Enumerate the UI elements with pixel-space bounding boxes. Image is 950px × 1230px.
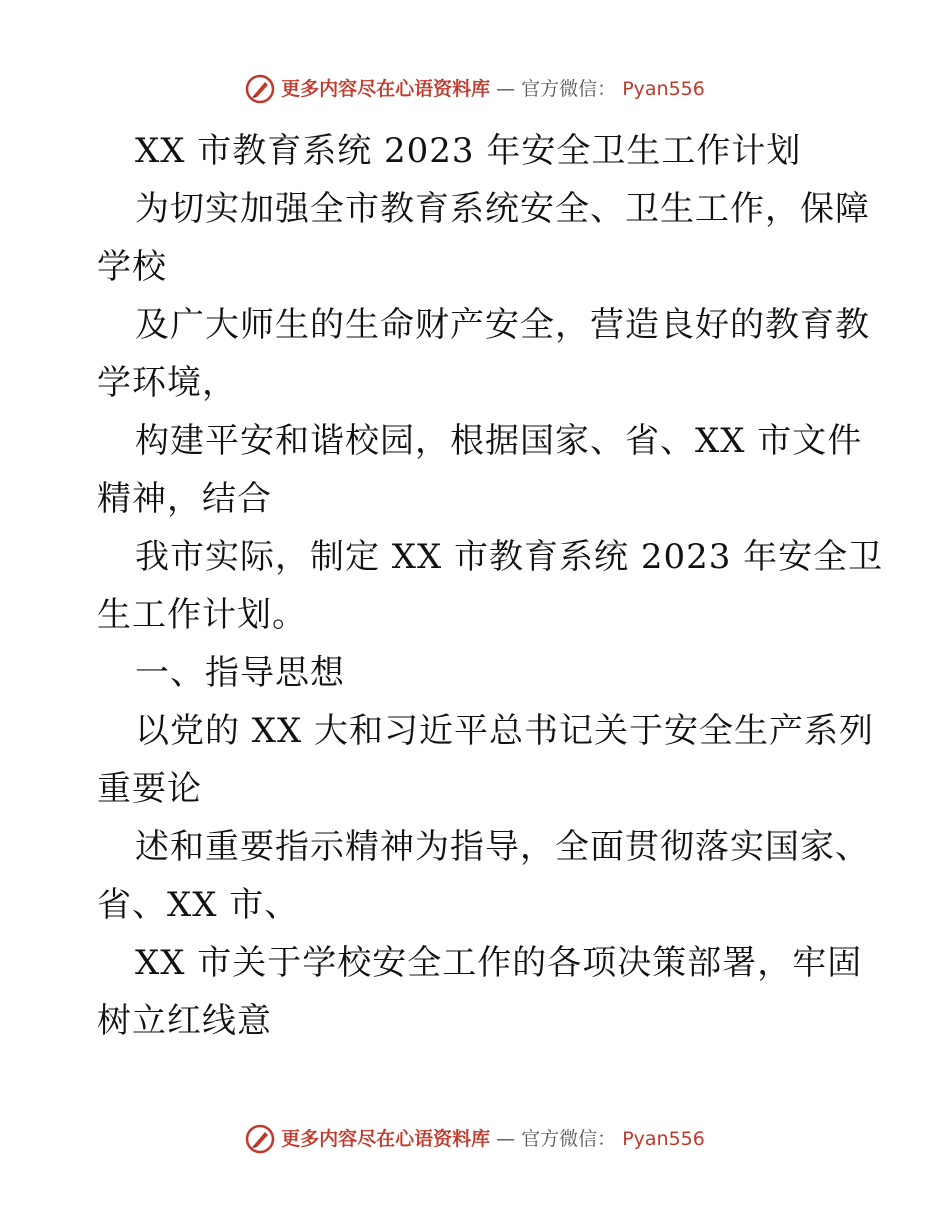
text-line: 重要论 [97, 769, 202, 809]
watermark-sub-text: 官方微信： [521, 78, 617, 100]
text-line: 一、指导思想 [135, 653, 345, 693]
header-watermark [0, 74, 950, 104]
text-line: 省、XX 市、 [97, 885, 300, 925]
text-line: 及广大师生的生命财产安全，营造良好的教育教 [135, 305, 870, 345]
watermark-dash: — [496, 78, 516, 100]
text-line: 学校 [97, 247, 167, 287]
text-line: 述和重要指示精神为指导，全面贯彻落实国家、 [135, 827, 870, 867]
text-line: 构建平安和谐校园，根据国家、省、XX 市文件 [135, 421, 863, 461]
footer-watermark [0, 1124, 950, 1154]
text-line: 树立红线意 [97, 1001, 272, 1041]
text-line: XX 市关于学校安全工作的各项决策部署，牢固 [135, 943, 863, 983]
pen-logo-icon [245, 1124, 275, 1154]
text-line: 我市实际，制定 XX 市教育系统 2023 年安全卫 [135, 537, 884, 577]
text-line: 为切实加强全市教育系统安全、卫生工作，保障 [135, 189, 870, 229]
text-line: 以党的 XX 大和习近平总书记关于安全生产系列 [135, 711, 875, 751]
watermark-main-text: 更多内容尽在心语资料库 [281, 1128, 491, 1150]
document-title: XX 市教育系统 2023 年安全卫生工作计划 [135, 131, 802, 171]
text-line: 精神，结合 [97, 479, 272, 519]
watermark-wechat-id: Pyan556 [622, 1128, 705, 1150]
document-body [97, 122, 897, 1050]
watermark-wechat-id: Pyan556 [622, 78, 705, 100]
text-line: 生工作计划。 [97, 595, 307, 635]
text-line: 学环境， [97, 363, 237, 403]
watermark-sub-text: 官方微信： [521, 1128, 617, 1150]
watermark-dash: — [496, 1128, 516, 1150]
watermark-main-text: 更多内容尽在心语资料库 [281, 78, 491, 100]
pen-logo-icon [245, 74, 275, 104]
